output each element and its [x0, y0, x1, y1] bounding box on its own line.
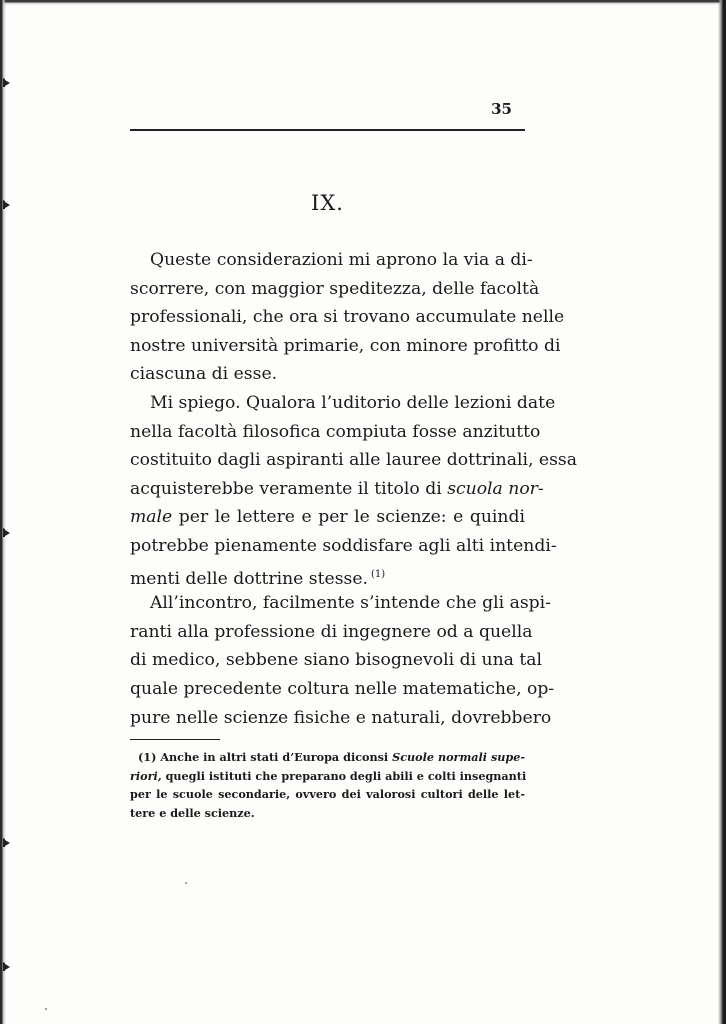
- italic-term: scuola nor-: [447, 478, 544, 499]
- text-segment: acquisterebbe veramente il titolo di: [130, 478, 442, 499]
- footnote-line: [130, 767, 525, 786]
- text-line: pure nelle scienze fisiche e naturali, dovrebbero: [130, 707, 552, 728]
- footnote-rule: [130, 739, 220, 740]
- italic-term: Scuole normali supe-: [392, 750, 525, 764]
- text-line: All’incontro, facilmente s’intende che gli aspi-: [150, 593, 551, 614]
- section-heading: IX.: [311, 191, 344, 215]
- footnote-line: [130, 748, 525, 767]
- scan-edge-right: [718, 0, 726, 1024]
- text-line: nostre università primarie, con minore profitto di: [130, 335, 561, 356]
- italic-term: male: [130, 507, 173, 528]
- text-line: Queste considerazioni mi aprono la via a di-: [150, 250, 533, 270]
- margin-tick-mark: [3, 962, 11, 971]
- text-line: ciascuna di esse.: [130, 364, 278, 385]
- text-line: potrebbe pienamente soddisfare agli alti intendi-: [130, 535, 557, 556]
- text-segment: quegli istituti che preparano degli abili e colti insegnanti: [165, 768, 527, 783]
- text-line: quale precedente coltura nelle matematiche, op-: [130, 678, 555, 699]
- scan-edge-left: [0, 0, 6, 1024]
- text-line: [130, 475, 544, 504]
- header-rule: [130, 129, 525, 131]
- text-line: [130, 503, 525, 532]
- footnote: [130, 748, 525, 822]
- text-line: [130, 561, 525, 590]
- margin-tick-mark: [3, 528, 11, 537]
- text-line: ranti alla professione di ingegnere od a quella: [130, 621, 533, 642]
- margin-tick-mark: [3, 78, 11, 87]
- footnote-marker: (1): [138, 750, 157, 764]
- text-segment: per le lettere e per le scienze: e quindi: [178, 507, 525, 528]
- scan-speck: [45, 1008, 47, 1010]
- scan-edge-top: [0, 0, 726, 5]
- text-segment: menti delle dottrine stesse.: [130, 568, 368, 589]
- text-line: di medico, sebbene siano bisognevoli di una tal: [130, 650, 543, 671]
- text-line: nella facoltà filosofica compiuta fosse anzitutto: [130, 421, 541, 442]
- margin-tick-mark: [3, 200, 11, 209]
- text-line: costituito dagli aspiranti alle lauree dottrinali, essa: [130, 450, 577, 471]
- body-text: [130, 246, 577, 732]
- text-segment: Anche in altri stati d’Europa diconsi: [160, 750, 389, 764]
- footnote-line: tere e delle scienze.: [130, 805, 255, 820]
- scan-speck: [185, 882, 187, 884]
- page-number: 35: [491, 100, 512, 118]
- text-line: scorrere, con maggior speditezza, delle facoltà: [130, 278, 540, 299]
- margin-tick-mark: [3, 838, 11, 847]
- footnote-reference[interactable]: (1): [370, 568, 386, 580]
- text-line: Mi spiego. Qualora l’uditorio delle lezioni date: [150, 392, 556, 413]
- text-line: professionali, che ora si trovano accumulate nelle: [130, 307, 565, 328]
- italic-term: riori,: [130, 768, 162, 783]
- footnote-line: per le scuole secondarie, ovvero dei valorosi cultori delle let-: [130, 787, 525, 802]
